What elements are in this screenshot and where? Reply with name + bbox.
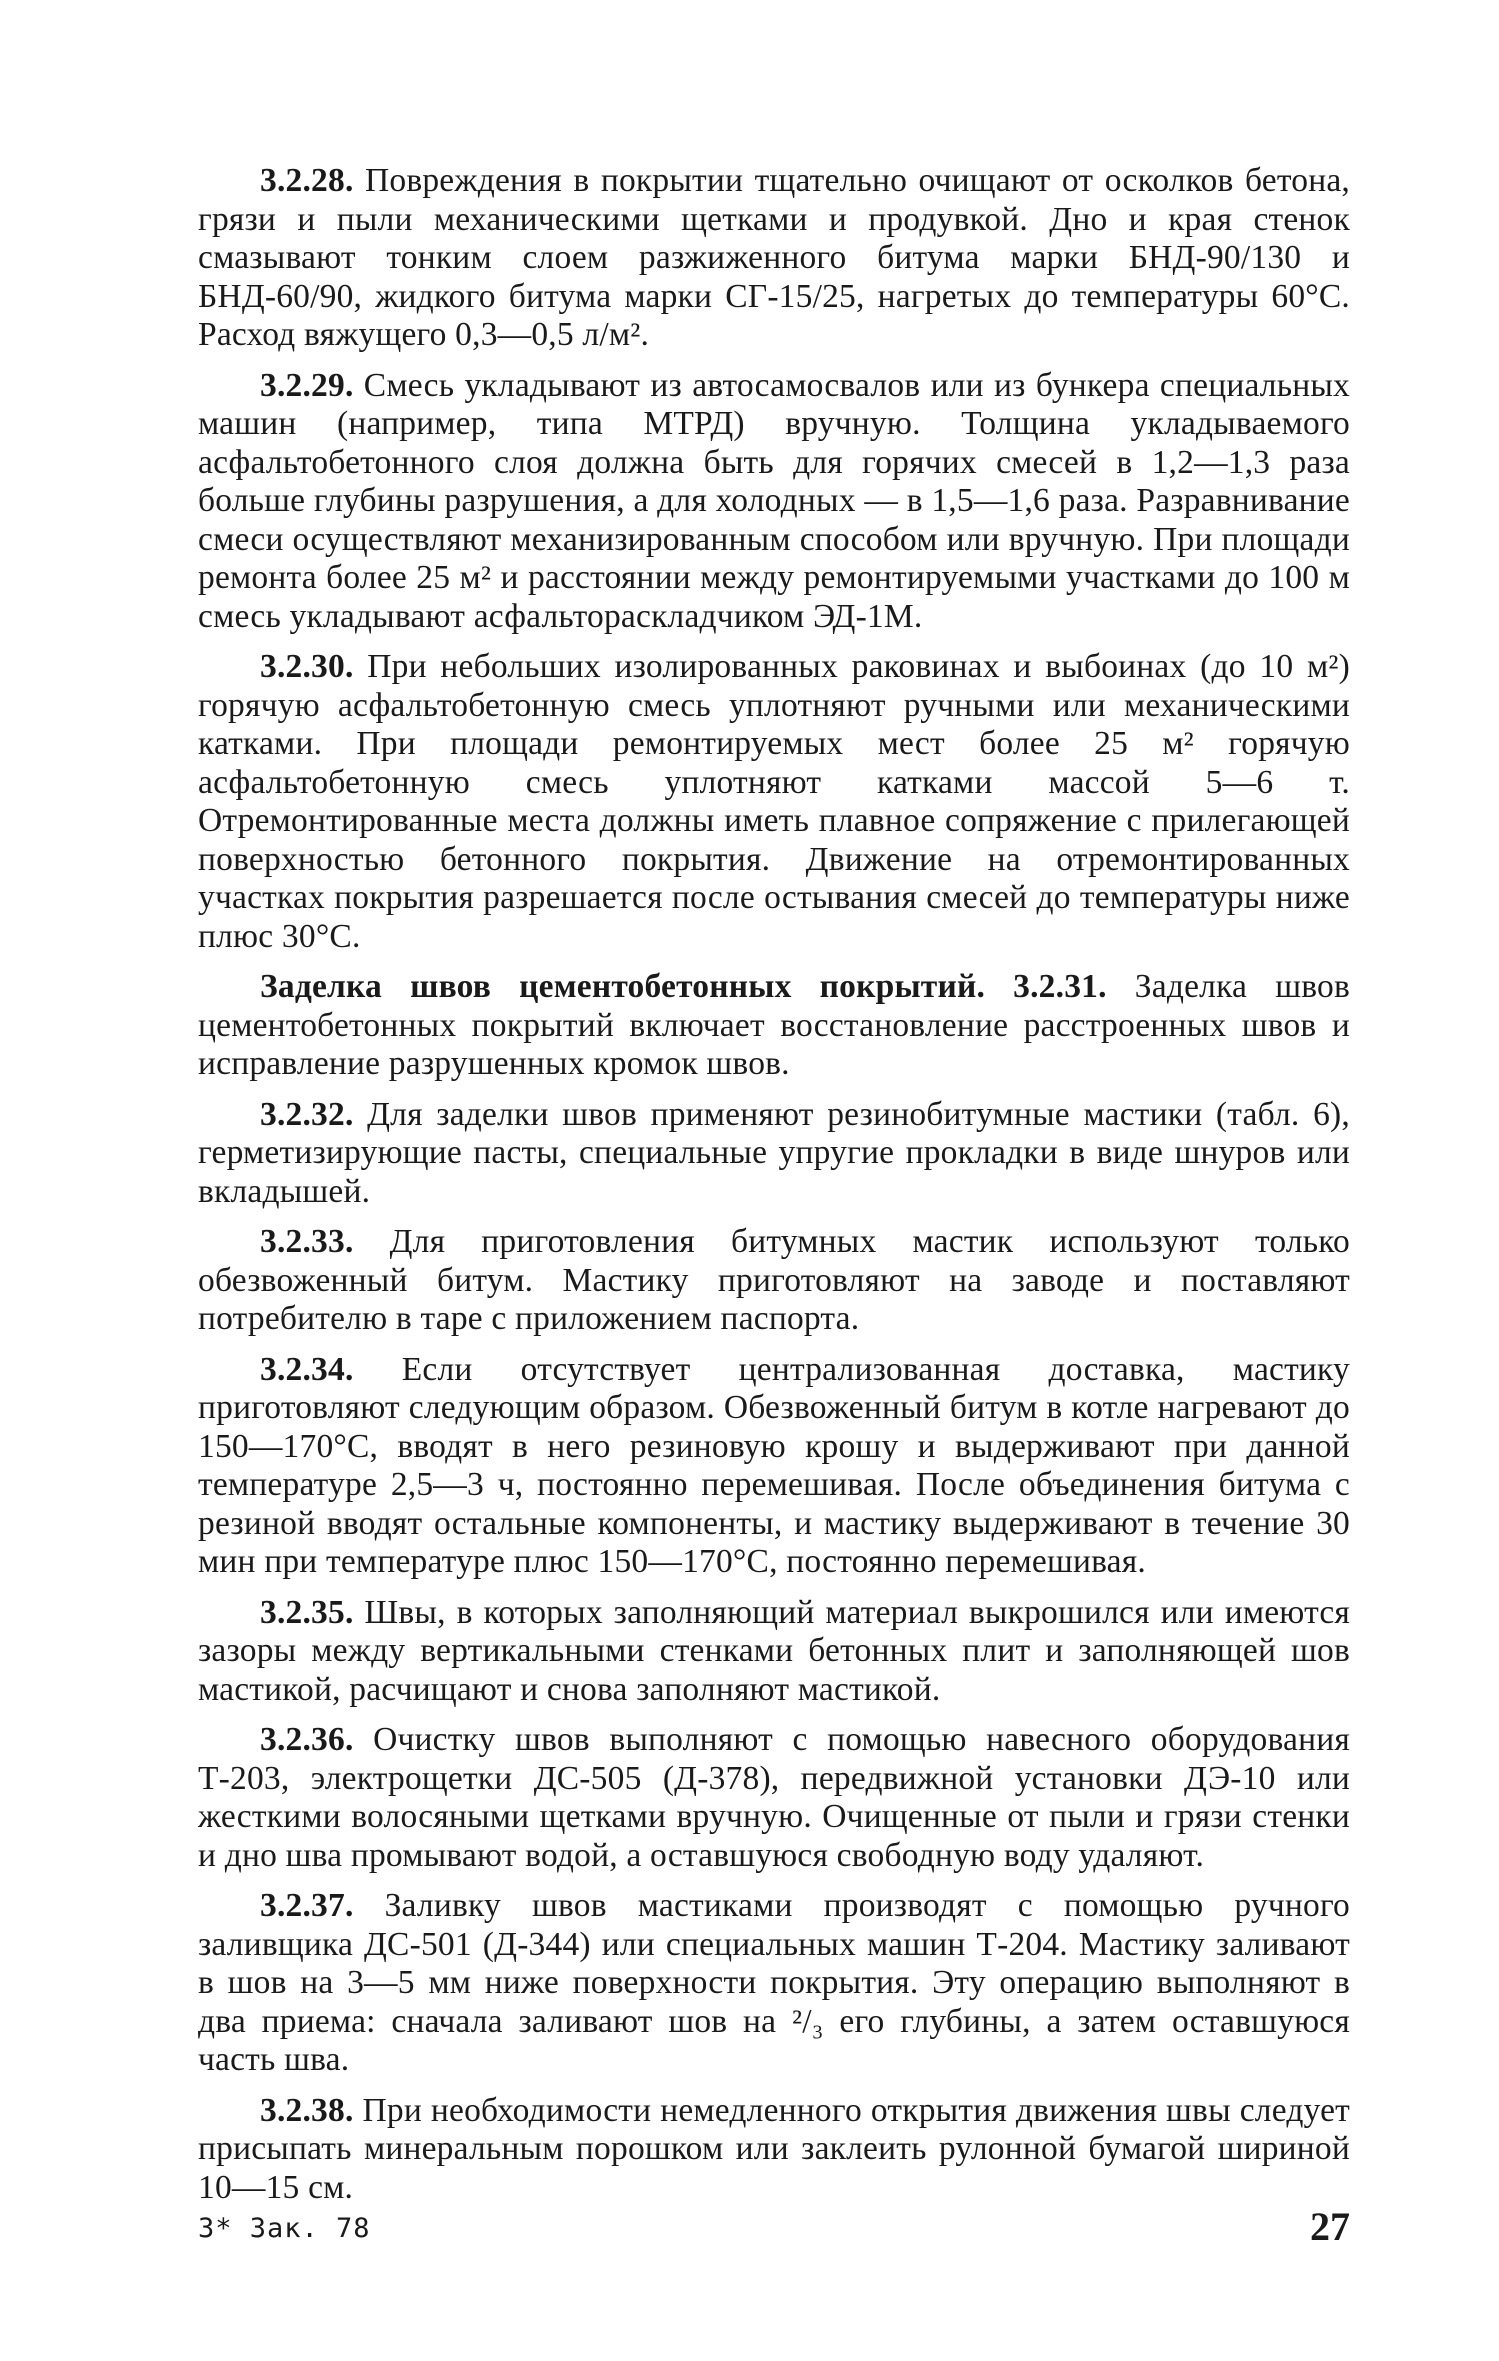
paragraph-text: Смесь укладывают из автосамосвалов или из бункера специальных машин (например, типа МТРД) вручную. Толщина укладываемого асфальтобетонного слоя должна быть для горячих смесей в 1,2—1,3 раза больше глубины разрушения, а для холодных — в 1,5—1,6 раза. Разравнивание смеси осуществляют механизированным способом или вручную. При площади ремонта более 25 м² и расстоянии между ремонтируемыми участками до 100 м смесь укладывают асфальтораскладчиком ЭД-1М.	[198, 366, 1350, 635]
paragraph-text: Для приготовления битумных мастик используют только обезвоженный битум. Мастику приготовляют на заводе и поставляют потребителю в таре с приложением паспорта.	[198, 1223, 1350, 1337]
paragraph-3-2-38	[198, 2092, 1350, 2208]
clause-number: 3.2.30.	[260, 648, 354, 685]
section-title: Заделка швов цементобетонных покрытий.	[260, 968, 986, 1005]
paragraph-text: При необходимости немедленного открытия движения швы следует присыпать минеральным порошком или заклеить рулонной бумагой шириной 10—15 см.	[198, 2091, 1350, 2206]
paragraph-text: Швы, в которых заполняющий материал выкрошился или имеются зазоры между вертикальными стенками бетонных плит и заполняющей шов мастикой, расчищают и снова заполняют мастикой.	[198, 1593, 1350, 1708]
clause-number: 3.2.35.	[260, 1593, 354, 1631]
paragraph-text: Повреждения в покрытии тщательно очищают от осколков бетона, грязи и пыли механическими щетками и продувкой. Дно и края стенок смазывают тонким слоем разжиженного битума марки БНД-90/130 и БНД-60/90, жидкого битума марки СГ-15/25, нагретых до температуры 60°С. Расход вяжущего 0,3—0,5 л/м².	[198, 162, 1350, 353]
clause-number: 3.2.38.	[260, 2091, 354, 2129]
page-number: 27	[1310, 2204, 1350, 2249]
clause-number: 3.2.31.	[985, 968, 1107, 1005]
clause-number: 3.2.33.	[260, 1223, 354, 1260]
paragraph-text: При небольших изолированных раковинах и выбоинах (до 10 м²) горячую асфальтобетонную смесь уплотняют ручными или механическими катками. При площади ремонтируемых мест более 25 м² горячую асфальтобетонную смесь уплотняют катками массой 5—6 т. Отремонтированные места должны иметь плавное сопряжение с прилегающей поверхностью бетонного покрытия. Движение на отремонтированных участках покрытия разрешается после остывания смесей до температуры ниже плюс 30°С.	[198, 648, 1350, 955]
paragraph-3-2-28	[198, 162, 1350, 355]
paragraph-3-2-32	[198, 1096, 1350, 1212]
paragraph-3-2-33	[198, 1223, 1350, 1339]
paragraph-text: Очистку швов выполняют с помощью навесного оборудования Т-203, электрощетки ДС-505 (Д-378), передвижной установки ДЭ-10 или жесткими волосяными щетками вручную. Очищенные от пыли и грязи стенки и дно шва промывают водой, а оставшуюся свободную воду удаляют.	[198, 1721, 1350, 1874]
clause-number: 3.2.34.	[260, 1350, 354, 1388]
paragraph-3-2-31	[198, 968, 1350, 1084]
printing-signature: 3* Зак. 78	[198, 2213, 371, 2244]
paragraph-text: Заливку швов мастиками производят с помощью ручного заливщика ДС-501 (Д-344) или специальных машин Т-204. Мастику заливают в шов на 3—5 мм ниже поверхности покрытия. Эту операцию выполняют в два приема: сначала заливают шов на ²/₃ его глубины, а затем оставшуюся часть шва.	[198, 1887, 1350, 2078]
paragraph-text: Заделка швов цементобетонных покрытий включает восстановление расстроенных швов и исправление разрушенных кромок швов.	[198, 968, 1350, 1082]
paragraph-3-2-35	[198, 1594, 1350, 1710]
clause-number: 3.2.28.	[260, 162, 354, 199]
paragraph-3-2-36	[198, 1721, 1350, 1875]
page-footer	[198, 2203, 1350, 2253]
paragraph-text: Если отсутствует централизованная доставка, мастику приготовляют следующим образом. Обезвоженный битум в котле нагревают до 150—170°С, вводят в него резиновую крошу и выдерживают при данной температуре 2,5—3 ч, постоянно перемешивая. После объединения битума с резиной вводят остальные компоненты, и мастику выдерживают в течение 30 мин при температуре плюс 150—170°С, постоянно перемешивая.	[198, 1350, 1350, 1580]
clause-number: 3.2.32.	[260, 1095, 354, 1133]
paragraph-text: Для заделки швов применяют резинобитумные мастики (табл. 6), герметизирующие пасты, специальные упругие прокладки в виде шнуров или вкладышей.	[198, 1095, 1350, 1210]
paragraph-3-2-37	[198, 1887, 1350, 2080]
paragraph-3-2-29	[198, 367, 1350, 637]
clause-number: 3.2.36.	[260, 1721, 354, 1758]
paragraph-3-2-30	[198, 648, 1350, 956]
body-text	[198, 162, 1350, 2219]
clause-number: 3.2.29.	[260, 366, 354, 404]
paragraph-3-2-34	[198, 1351, 1350, 1582]
clause-number: 3.2.37.	[260, 1887, 354, 1924]
